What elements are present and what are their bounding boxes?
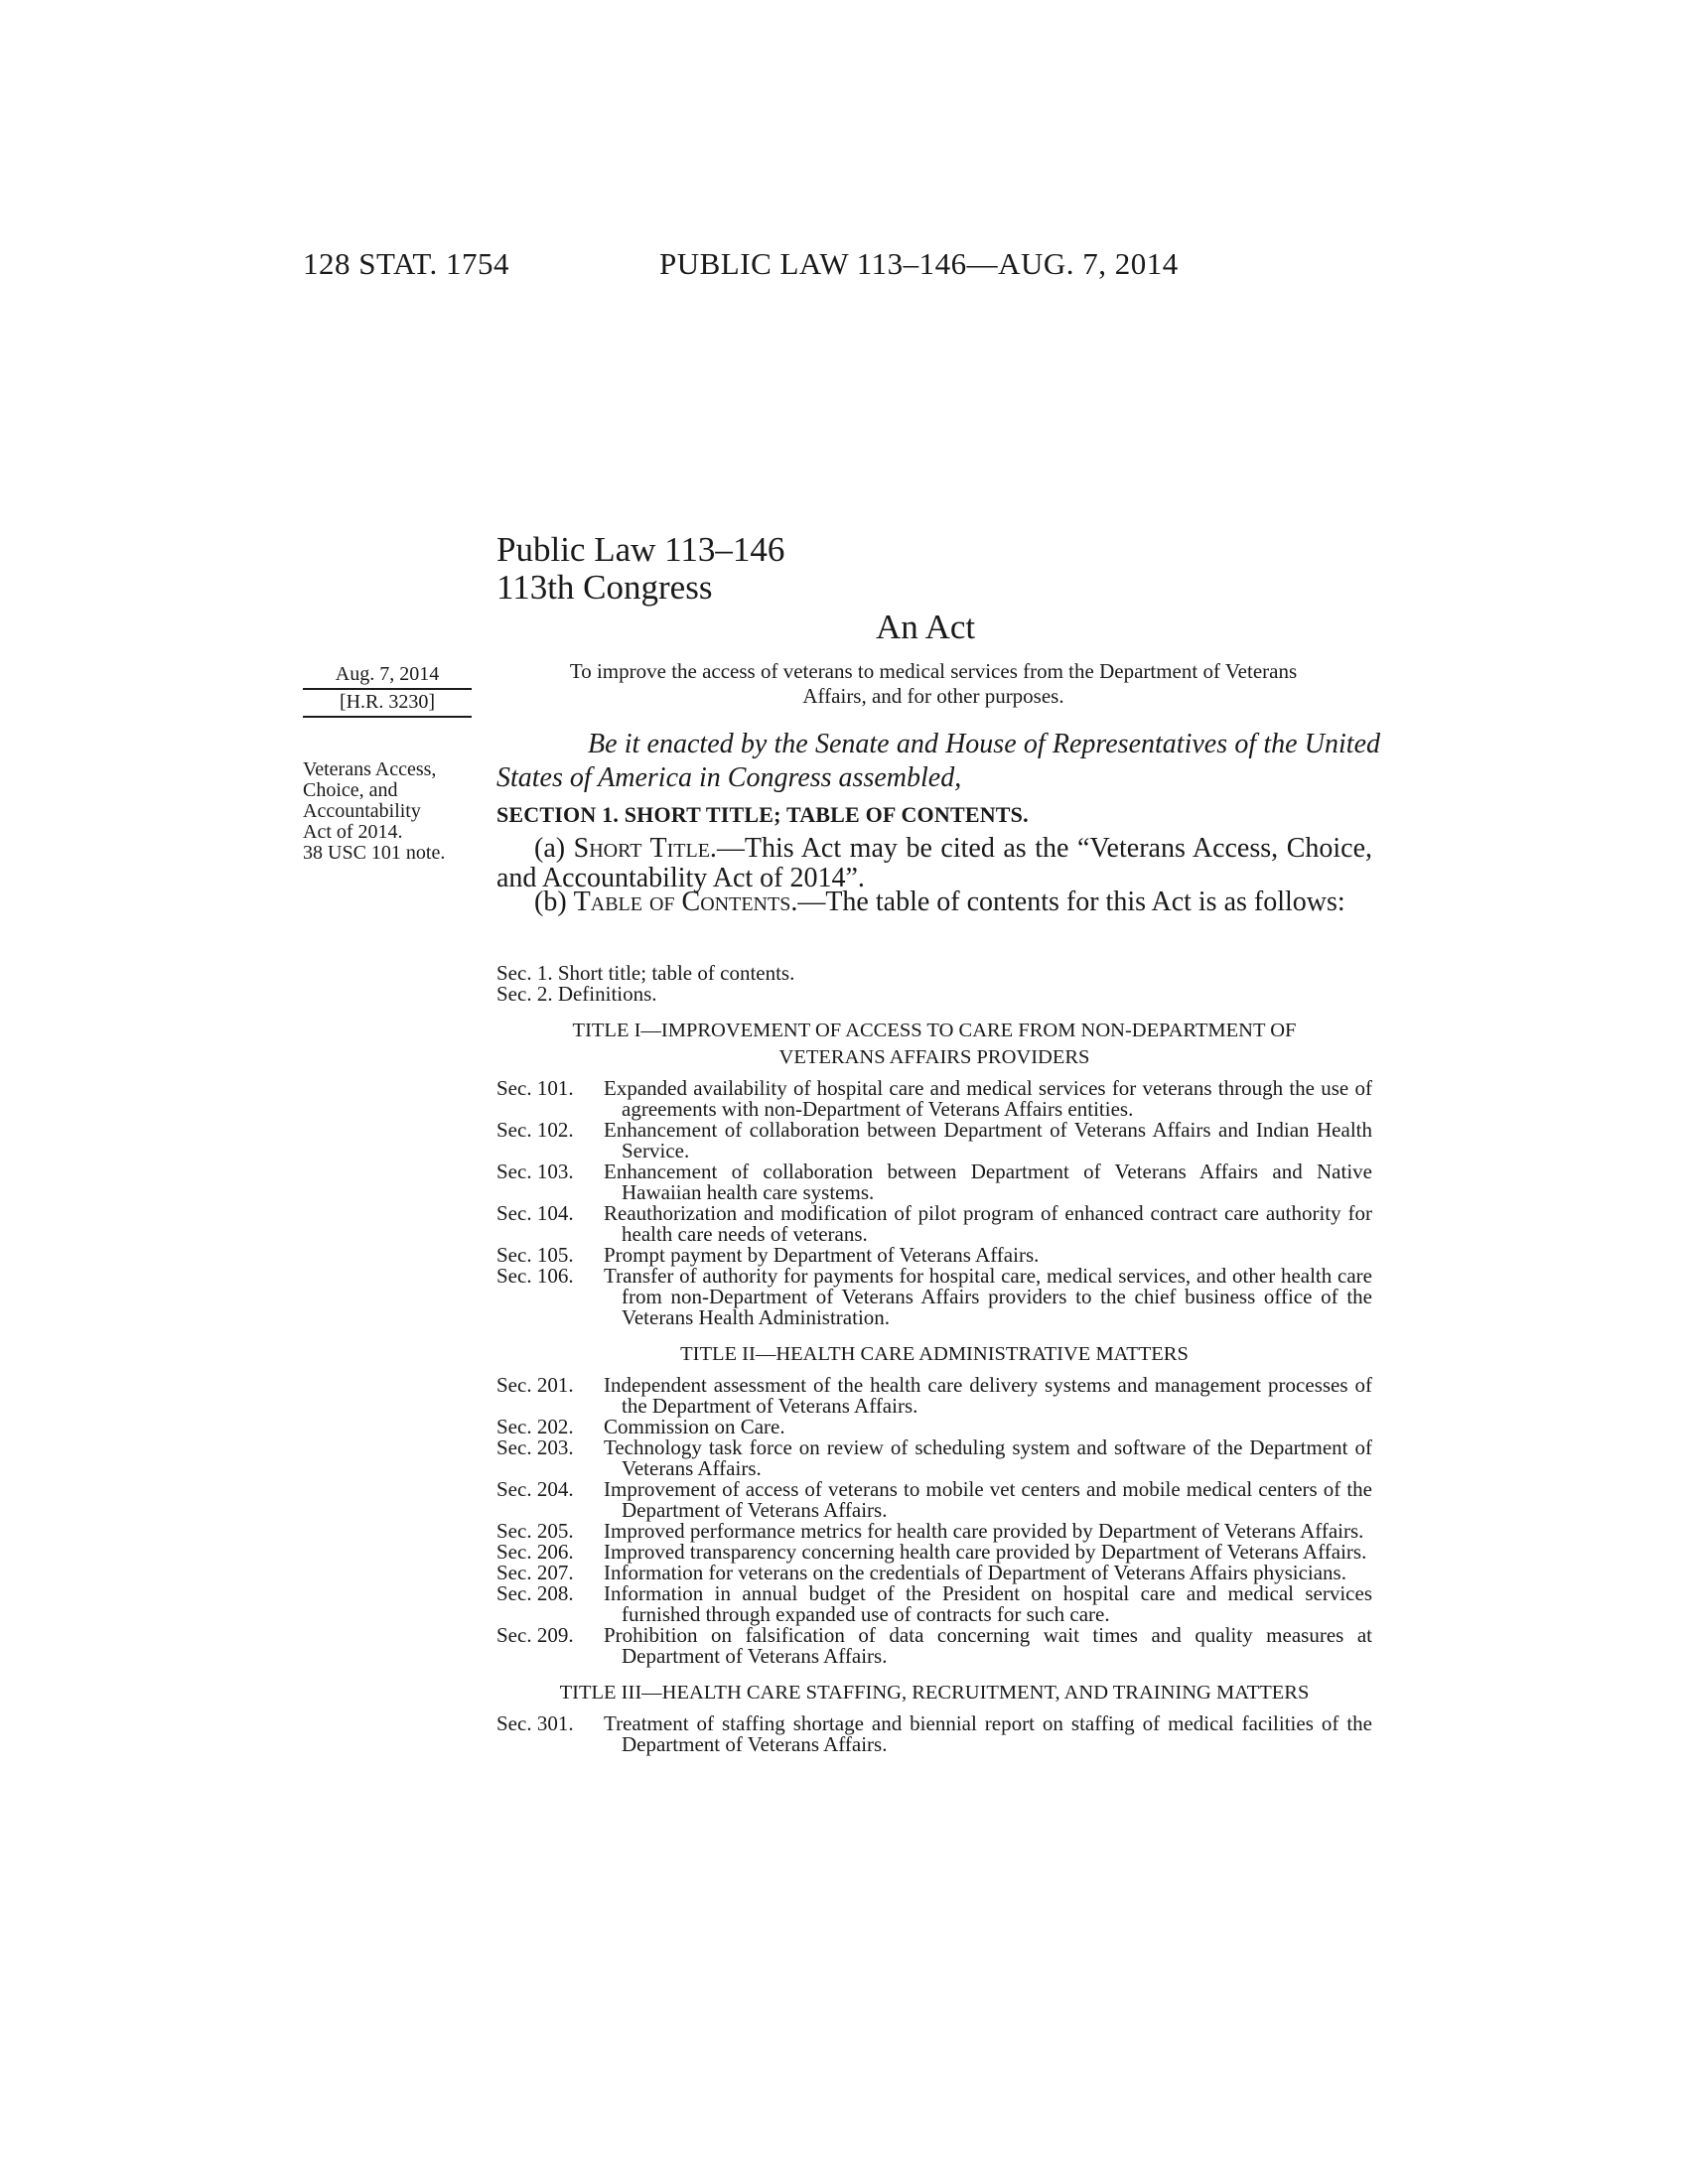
- toc-sec-number: Sec. 204.: [496, 1477, 574, 1501]
- toc-entry: Sec. 2. Definitions.: [496, 982, 657, 1006]
- act-purpose: To improve the access of veterans to medical services from the Department of Veterans Affairs, and for other purposes.: [569, 659, 1298, 708]
- toc-sec-number: Sec. 102.: [496, 1118, 574, 1142]
- toc-sec-number: Sec. 208.: [496, 1581, 574, 1605]
- toc-entry: Sec. 1. Short title; table of contents.: [496, 961, 795, 985]
- toc-sec-title: Improved performance metrics for health care provided by Department of Veterans Affairs.: [604, 1519, 1364, 1543]
- toc-entry: [496, 1203, 1372, 1245]
- toc-entry: [496, 1078, 1372, 1120]
- toc-sec-title: Commission on Care.: [604, 1415, 785, 1438]
- toc-sec-title: Technology task force on review of scheduling system and software of the Department of Veterans Affairs.: [604, 1435, 1372, 1480]
- toc-title-heading: TITLE III—HEALTH CARE STAFFING, RECRUITMENT, AND TRAINING MATTERS: [559, 1682, 1310, 1704]
- toc-sec-number: Sec. 105.: [496, 1243, 574, 1267]
- toc-sec-number: Sec. 106.: [496, 1264, 574, 1288]
- margin-note-line: Veterans Access,: [303, 758, 437, 780]
- margin-note-line: Accountability: [303, 800, 421, 822]
- toc-sec-number: Sec. 301.: [496, 1711, 574, 1735]
- margin-note: [303, 759, 482, 864]
- toc-sec-number: Sec. 207.: [496, 1561, 574, 1584]
- congress-number: 113th Congress: [496, 568, 713, 607]
- para-heading: Short Title: [573, 833, 710, 864]
- toc-title-heading: TITLE I—IMPROVEMENT OF ACCESS TO CARE FROM NON-DEPARTMENT OF VETERANS AFFAIRS PROVIDERS: [572, 1020, 1297, 1068]
- toc-entry: [496, 1521, 1372, 1542]
- toc-entry: [496, 1245, 1372, 1266]
- toc-sec-number: Sec. 205.: [496, 1519, 574, 1543]
- toc-entry: [496, 1120, 1372, 1161]
- toc-entry: [496, 1563, 1372, 1583]
- toc-entry: [496, 1583, 1372, 1625]
- toc-sec-number: Sec. 209.: [496, 1623, 574, 1647]
- margin-note-line: Choice, and: [303, 779, 398, 801]
- toc-sec-title: Enhancement of collaboration between Department of Veterans Affairs and Indian Health Service.: [604, 1118, 1372, 1162]
- toc-entry: [496, 1161, 1372, 1203]
- margin-bill-number: [H.R. 3230]: [303, 691, 472, 718]
- toc-sec-number: Sec. 206.: [496, 1540, 574, 1564]
- toc-entry: [496, 1417, 1372, 1437]
- toc-entry: [496, 1375, 1372, 1417]
- para-text: .—This Act may be cited as the “Veterans Access, Choice, and Accountability Act of 2014”.: [496, 833, 1373, 893]
- toc-entry: [496, 1437, 1372, 1479]
- para-text: .—The table of contents for this Act is as follows:: [790, 887, 1345, 917]
- toc-title-heading: TITLE II—HEALTH CARE ADMINISTRATIVE MATTERS: [680, 1343, 1189, 1365]
- toc-entry: [496, 1625, 1372, 1667]
- table-of-contents: [496, 963, 1372, 1755]
- toc-sec-title: Information in annual budget of the President on hospital care and medical services furnished through expanded use of contracts for such care.: [604, 1581, 1372, 1626]
- toc-entry: [496, 1542, 1372, 1563]
- margin-date: Aug. 7, 2014: [303, 663, 472, 690]
- statute-page-reference: 128 STAT. 1754: [303, 246, 510, 281]
- public-law-number: Public Law 113–146: [496, 530, 785, 569]
- toc-entry: [496, 1266, 1372, 1328]
- toc-sec-title: Improvement of access of veterans to mobile vet centers and mobile medical centers of the Department of Veterans Affairs.: [604, 1477, 1372, 1522]
- toc-sec-title: Independent assessment of the health care delivery systems and management processes of the Department of Veterans Affairs.: [604, 1373, 1372, 1418]
- toc-sec-number: Sec. 103.: [496, 1160, 574, 1183]
- an-act-heading: An Act: [876, 608, 976, 646]
- toc-sec-title: Treatment of staffing shortage and biennial report on staffing of medical facilities of the Department of Veterans Affairs.: [604, 1711, 1372, 1756]
- toc-entry: [496, 1713, 1372, 1755]
- toc-sec-title: Improved transparency concerning health care provided by Department of Veterans Affairs.: [604, 1540, 1367, 1564]
- para-label: (b): [534, 887, 574, 917]
- toc-sec-title: Enhancement of collaboration between Department of Veterans Affairs and Native Hawaiian health care systems.: [604, 1160, 1372, 1204]
- margin-note-line: Act of 2014.: [303, 821, 403, 843]
- toc-sec-number: Sec. 104.: [496, 1201, 574, 1225]
- toc-sec-title: Reauthorization and modification of pilot program of enhanced contract care authority for health care needs of veterans.: [604, 1201, 1372, 1246]
- toc-sec-title: Expanded availability of hospital care and medical services for veterans through the use of agreements with non-Department of Veterans Affairs entities.: [604, 1076, 1372, 1121]
- toc-sec-title: Prohibition on falsification of data concerning wait times and quality measures at Department of Veterans Affairs.: [604, 1623, 1372, 1668]
- para-label: (a): [534, 833, 574, 864]
- toc-sec-number: Sec. 101.: [496, 1076, 574, 1100]
- toc-sec-number: Sec. 203.: [496, 1435, 574, 1459]
- paragraph-short-title: [496, 834, 1372, 893]
- toc-sec-title: Prompt payment by Department of Veterans Affairs.: [604, 1243, 1040, 1267]
- para-heading: Table of Contents: [573, 887, 791, 917]
- paragraph-table-of-contents: [496, 887, 1372, 917]
- running-header: PUBLIC LAW 113–146—AUG. 7, 2014: [659, 246, 1179, 281]
- section-heading: SECTION 1. SHORT TITLE; TABLE OF CONTENTS.: [496, 802, 1029, 827]
- enacting-clause: Be it enacted by the Senate and House of Representatives of the United States of America in Congress assembled,: [496, 729, 1380, 793]
- toc-sec-number: Sec. 201.: [496, 1373, 574, 1397]
- margin-note-line: 38 USC 101 note.: [303, 842, 446, 864]
- toc-entry: [496, 1479, 1372, 1521]
- toc-sec-number: Sec. 202.: [496, 1415, 574, 1438]
- toc-sec-title: Transfer of authority for payments for hospital care, medical services, and other health care from non-Department of Veterans Affairs providers to the chief business office of the Veterans Health Administration.: [604, 1264, 1372, 1329]
- toc-sec-title: Information for veterans on the credentials of Department of Veterans Affairs physicians.: [604, 1561, 1346, 1584]
